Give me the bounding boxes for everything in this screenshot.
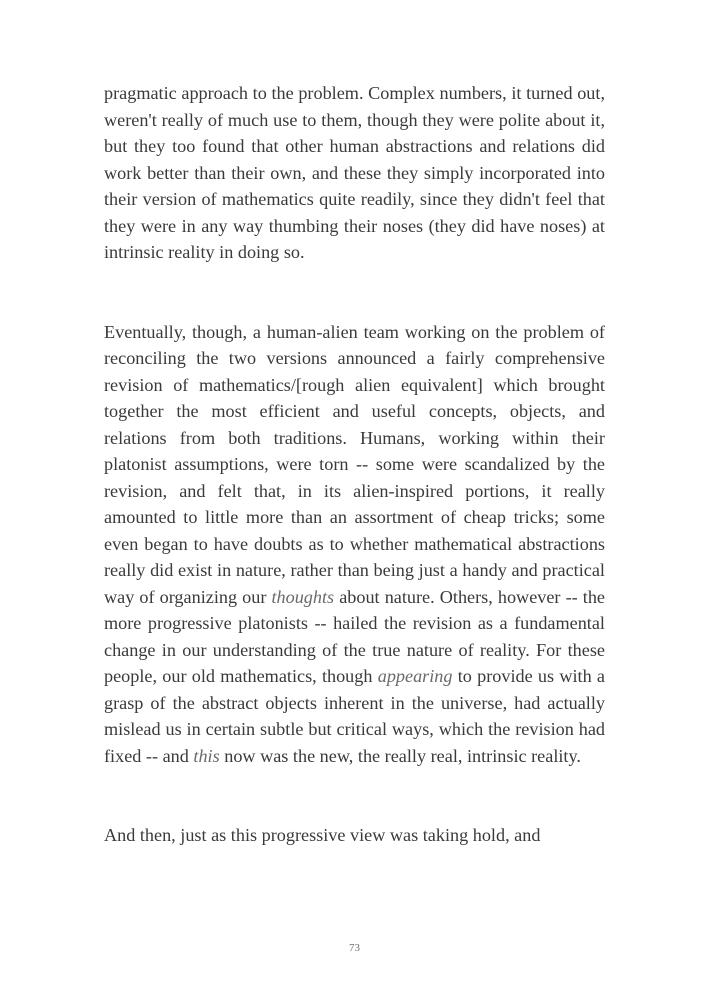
paragraph-2-text-1: Eventually, though, a human-alien team working on the problem of reconciling the two versions announced a fairly comprehensive revision of mathematics/[rough alien equivalent] which brought together the most efficient and useful concepts, objects, and relations from both traditions. Humans, working within their platonist assumptions, were torn -- some were scandalized by the revision, and felt that, in its alien-inspired portions, it really amounted to little more than an assortment of cheap tricks; some even began to have doubts as to whether mathematical abstractions really did exist in nature, rather than being just a handy and practical way of organizing our [104,321,605,607]
paragraph-1 [104,80,605,266]
paragraph-2-text-2: about nature. Others, however -- the more progressive platonists -- hailed the revision as a fundamental change in our understanding of the true nature of reality. For these people, our old mathematics, though [104,586,605,686]
paragraph-3 [104,822,605,849]
page-number: 73 [349,942,360,954]
paragraph-2 [104,319,605,770]
emphasis-appearing: appearing [377,666,453,686]
paragraph-2-text-4: now was the new, the really real, intrinsic reality. [219,745,581,766]
paragraph-2-text-3: to provide us with a grasp of the abstract objects inherent in the universe, had actually mislead us in certain subtle but critical ways, which the revision had fixed -- and [104,666,605,766]
paragraph-3-text: And then, just as this progressive view was taking hold, and [104,825,541,845]
emphasis-thoughts: thoughts [271,586,335,607]
paragraph-1-text: pragmatic approach to the problem. Complex numbers, it turned out, weren't really of much use to them, though they were polite about it, but they too found that other human abstractions and relations did work better than their own, and these they simply incorporated into their version of mathematics quite readily, since they didn't feel that they were in any way thumbing their noses (they did have noses) at intrinsic reality in doing so. [104,83,605,262]
document-page [104,80,605,849]
emphasis-this: this [193,745,220,766]
